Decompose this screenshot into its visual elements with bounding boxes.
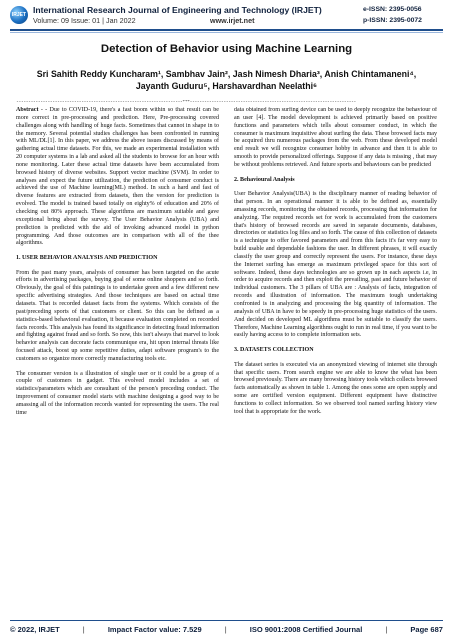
section-divider: ---------------------------------------------------------------------***--------------------------------------------------------------------- <box>16 100 356 104</box>
volume-issue: Volume: 09 Issue: 01 | Jan 2022 <box>33 16 136 25</box>
section-3-heading: 3. DATASETS COLLECTION <box>234 347 314 354</box>
abstract-text: - - Due to COVID-19, there's a fast boom within so that result can be more correct in pre-processing and prediction. Here, Pre-processing covered challenges along with handling of huge facts. Sometimes that cannot in shape in to the memory. Several potential studies challenges has been confronted in running with ML/DL[1]. In this paper, we address the above issues discussed by means of gathering actual time datasets. For this, we made an experimental installation with 20 computer systems in a lab and asked all the students to browse for an hour with none monitoring. Later these actual time datasets have been accumulated from browsed history of diverse websites. Support vector machine (SVM). In order to analyses and expect the future utilization, the prediction of consumer conduct is achieved the use of Machine learning(ML) method. In such a hard and fast of diverse features are extracted from datasets, then the version for prediction is evolved. The model is trained based totally on eighty% of education and 20% of checking out 80% approach. These algorithms are maximum suitable and gave exceptional bring about the survey. The User Behavior Analysis (UBA) and prediction is predicted with the aid of invoking advanced model in python programming. And those outcomes are in comparison with all of the thee algorithms. <box>16 107 219 247</box>
section-1-paragraph-2: The consumer version is a illustration of single user or it could be a group of a couple of customers in gadget. This evolved model includes a set of statistics/parameters which are consultant of the person's preceding conduct. The improvement of consumer model starts with machine designing a good way to be amassing all of the information records wanted for representing the users. The real time <box>16 370 219 416</box>
e-issn: e-ISSN: 2395-0056 <box>363 6 422 13</box>
logo-text: IRJET <box>11 12 27 18</box>
left-column <box>16 107 219 612</box>
footer-separator: | <box>224 624 227 634</box>
irjet-logo <box>10 6 28 24</box>
section-3-paragraph-1: The dataset series is executed via an anonymized viewing of internet site through that specific users. From search engine we are able to know the what has been browsed previously. There are many browsing history tools which collects browsed facts automatically as shown in table 1. Among the ones some are open supply and some are certified version equipment. Different equipment have distinctive functions to collect information. So we observed tool named surfing history view tool that is appropriate for the work. <box>234 361 437 415</box>
footer-page-number: Page 687 <box>410 624 443 634</box>
footer-separator: | <box>82 624 85 634</box>
header-rule-secondary <box>10 32 443 33</box>
paper-title: Detection of Behavior using Machine Learning <box>100 43 353 55</box>
footer-impact-factor: Impact Factor value: 7.529 <box>107 624 202 634</box>
section-1-heading: 1. USER BEHAVIOR ANALYSIS AND PREDICTION <box>16 254 158 261</box>
section-2-heading: 2. Behavioural Analysis <box>234 176 295 183</box>
footer-separator: | <box>385 624 388 634</box>
footer-iso: ISO 9001:2008 Certified Journal <box>249 624 363 634</box>
authors-line-1: Sri Sahith Reddy Kuncharam¹, Sambhav Jain², Jash Nimesh Dharia³, Anish Chintamaneni⁴, <box>36 69 417 79</box>
section-1-paragraph-1: From the past many years, analysis of consumer has been targeted on the acute efforts in advertising packages, buying goal of some online shoppers and so forth. Obviously, the goal of this paintings is to undertake green and a few different new specific advertising strategies. And those techniques are based on actual time datasets. That is recorded dataset facts from the systems. Which consists of the past/preceding sports of that customers or client. So this can be defined as a statistics-based behavioral evaluation, it because evaluation completed on recorded facts records. This analysis has found its significance in detecting fraud information and fighting against fraud and so forth. So now, this isn't always that marvel to look behavior analysis can decorate facts communique era, hit upon internal threats like focused attack, boost up some repetitive duties, adapt software program's to the customers so organize more correctly manufacturing tools etc. <box>16 269 219 362</box>
p-issn: p-ISSN: 2395-0072 <box>363 17 422 24</box>
continued-paragraph: data obtained from surfing device can be used to deeply recognize the behaviour of an user [4]. The model development is achieved primarily based on positive functions and parameters which tells about consumer conduct, in which the consumer is maximum inquisitive about surfing the data. These browsed facts may be acquired thru numerous packages from the web. From these developed model end result we will recognize consumer hobby in advance and then it is able to smooth to provide personalized offerings. Suppose if any data is missing , that may be without problems retrieved. And future sports and behaviours can be predicted <box>234 107 437 168</box>
abstract <box>16 107 219 248</box>
author-list <box>20 68 433 92</box>
header-rule <box>10 29 443 31</box>
journal-name: International Research Journal of Engineering and Technology (IRJET) <box>33 5 322 15</box>
right-column <box>234 107 437 612</box>
authors-line-2: Jayanth Guduru⁵, Harshavardhan Neelathi⁶ <box>135 81 318 91</box>
section-2-paragraph-1: User Behavior Analysis(UBA) is the disciplinary manner of reading behavior of that person. In an operational manner it is able to be defined as, essentially amassing records, monitoring the obtained records, processing that information for analyzing. The required records set for work is accumulated from the customers that's history of browsed records are saved in separate documents, databases, directories or statistics log files and so forth. The cause of this collection of datasets is a technique to offer favored parameters and from this facts it's far very easy to build usable and dependable fashions the user. In different phrases, it will exactly classify the user group and correctly represent the users. For instance, these days the Internet surfing has emerge as maximum privileged space for this sort of software. Indeed, these days technologies are so grown up in each aspects i.e, in order to acquire records and then exploit the prevailing, past and future behavior of individual customers. The 3 pillars of UBA are : Analysis of facts, integration of records and illustration of information. The maximum tough undertaking confronted is in analyzing and processing the big quantity of information. The analysis of UBA in have to be speedy in pre-processing huge statistics of the users. And decided on developed ML algorithms must be suitable to classify the users. Therefore, Machine Learning algorithms ought to run in real time, if you want to be easily having access to to complete information sets. <box>234 191 437 339</box>
abstract-label: Abstract <box>16 107 39 113</box>
page-footer <box>10 622 443 636</box>
journal-header <box>0 0 453 37</box>
journal-website[interactable]: www.irjet.net <box>210 16 255 25</box>
footer-copyright: © 2022, IRJET <box>10 624 60 634</box>
footer-rule <box>10 620 443 621</box>
